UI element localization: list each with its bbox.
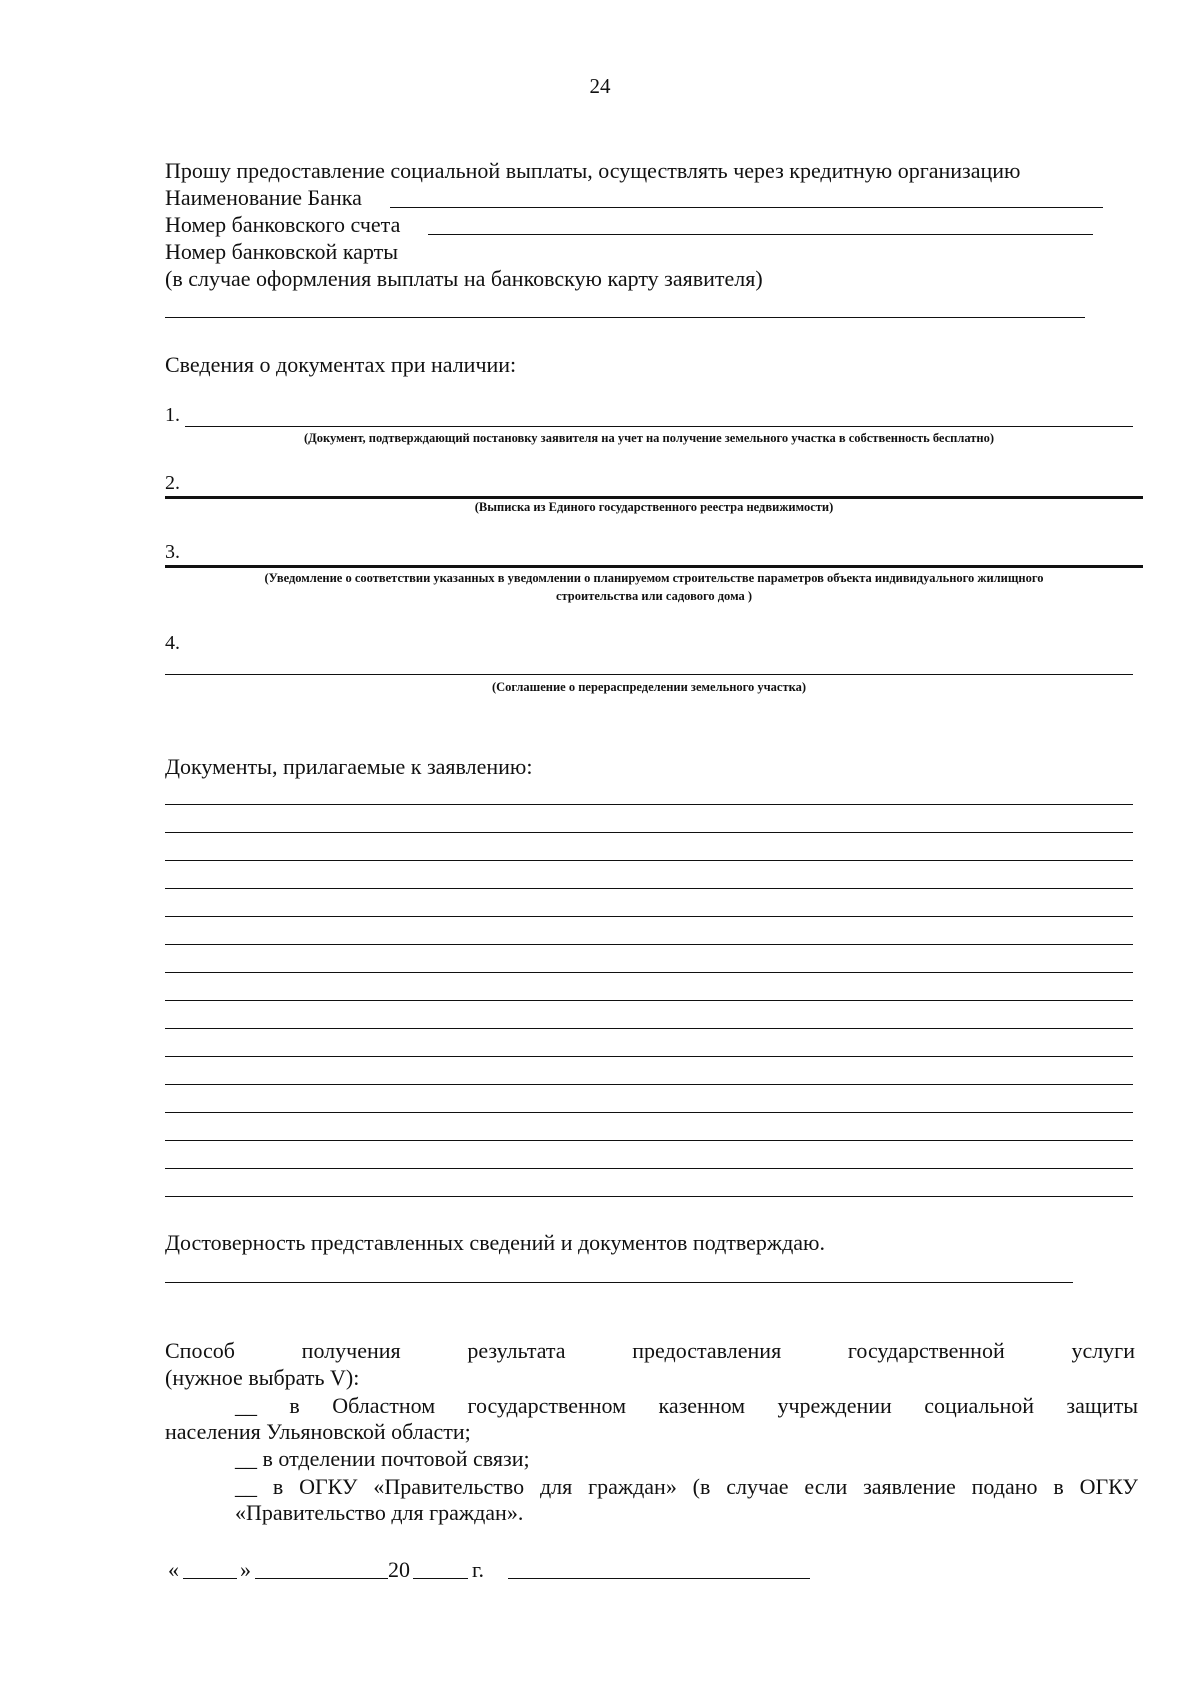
document-item-number: 4. (165, 632, 180, 654)
method-heading-word: предоставления (632, 1338, 782, 1363)
document-3-caption-line2: строительства или садового дома ) (555, 589, 753, 603)
attached-document-line[interactable] (165, 972, 1133, 973)
document-1-field[interactable] (185, 426, 1133, 427)
attached-document-line[interactable] (165, 832, 1133, 833)
document-item-number: 3. (165, 541, 180, 563)
bank-name-field[interactable] (390, 207, 1103, 208)
attached-documents-heading: Документы, прилагаемые к заявлению: (165, 754, 533, 779)
method-heading-word: государственной (847, 1338, 1005, 1363)
option-social-protection-cont: населения Ульяновской области; (165, 1419, 471, 1444)
documents-info-heading: Сведения о документах при наличии: (165, 352, 517, 377)
method-choose-note: (нужное выбрать V): (165, 1365, 360, 1390)
bank-name-label: Наименование Банка (165, 185, 362, 210)
option-government-for-citizens[interactable]: __ в ОГКУ «Правительство для граждан» (в случае если заявление подано в ОГКУ (235, 1474, 1138, 1499)
document-item-number: 1. (165, 404, 180, 426)
option-post-office[interactable]: __ в отделении почтовой связи; (235, 1446, 530, 1471)
attached-document-line[interactable] (165, 1196, 1133, 1197)
bank-card-field[interactable] (165, 317, 1085, 318)
attached-document-line[interactable] (165, 916, 1133, 917)
option-social-protection[interactable]: __ в Областном государственном казенном учреждении социальной защиты (235, 1393, 1138, 1418)
date-year-suffix: г. (472, 1557, 485, 1582)
date-signature-field[interactable] (508, 1578, 810, 1579)
date-close-quote: » (240, 1557, 251, 1582)
attached-document-line[interactable] (165, 860, 1133, 861)
page-number: 24 (589, 74, 611, 98)
bank-card-note: (в случае оформления выплаты на банковскую карту заявителя) (165, 266, 763, 291)
method-heading (165, 1338, 1135, 1364)
bank-card-label: Номер банковской карты (165, 239, 399, 264)
date-day-field[interactable] (183, 1578, 237, 1579)
payment-request-text: Прошу предоставление социальной выплаты, осуществлять через кредитную организацию (165, 158, 1021, 183)
document-2-caption: (Выписка из Единого государственного реестра недвижимости) (474, 500, 834, 514)
attached-document-line[interactable] (165, 1028, 1133, 1029)
attached-document-line[interactable] (165, 1000, 1133, 1001)
attached-document-line[interactable] (165, 1084, 1133, 1085)
method-heading-word: Способ (165, 1338, 235, 1363)
signature-field[interactable] (165, 1282, 1073, 1283)
method-heading-word: получения (301, 1338, 401, 1363)
bank-account-label: Номер банковского счета (165, 212, 401, 237)
document-4-caption: (Соглашение о перераспределении земельного участка) (491, 680, 807, 694)
option-government-for-citizens-cont: «Правительство для граждан». (235, 1500, 524, 1525)
document-3-field[interactable] (165, 565, 1143, 568)
attached-document-line[interactable] (165, 944, 1133, 945)
attached-document-line[interactable] (165, 1168, 1133, 1169)
document-item-number: 2. (165, 472, 180, 494)
attached-document-line[interactable] (165, 1112, 1133, 1113)
confirmation-text: Достоверность представленных сведений и документов подтверждаю. (165, 1230, 825, 1255)
date-year-prefix: 20 (388, 1557, 410, 1582)
date-month-field[interactable] (255, 1578, 388, 1579)
attached-document-line[interactable] (165, 804, 1133, 805)
method-heading-word: услуги (1071, 1338, 1135, 1363)
attached-document-line[interactable] (165, 1140, 1133, 1141)
document-1-caption: (Документ, подтверждающий постановку заявителя на учет на получение земельного участка в собственность бесплатно) (303, 431, 995, 445)
document-4-field[interactable] (165, 674, 1133, 675)
method-heading-word: результата (467, 1338, 566, 1363)
attached-document-line[interactable] (165, 888, 1133, 889)
date-open-quote: « (168, 1557, 179, 1582)
date-year-field[interactable] (413, 1578, 468, 1579)
document-3-caption-line1: (Уведомление о соответствии указанных в уведомлении о планируемом строительстве параметров объекта индивидуального жилищного (264, 571, 1044, 585)
bank-account-field[interactable] (428, 234, 1093, 235)
attached-document-line[interactable] (165, 1056, 1133, 1057)
